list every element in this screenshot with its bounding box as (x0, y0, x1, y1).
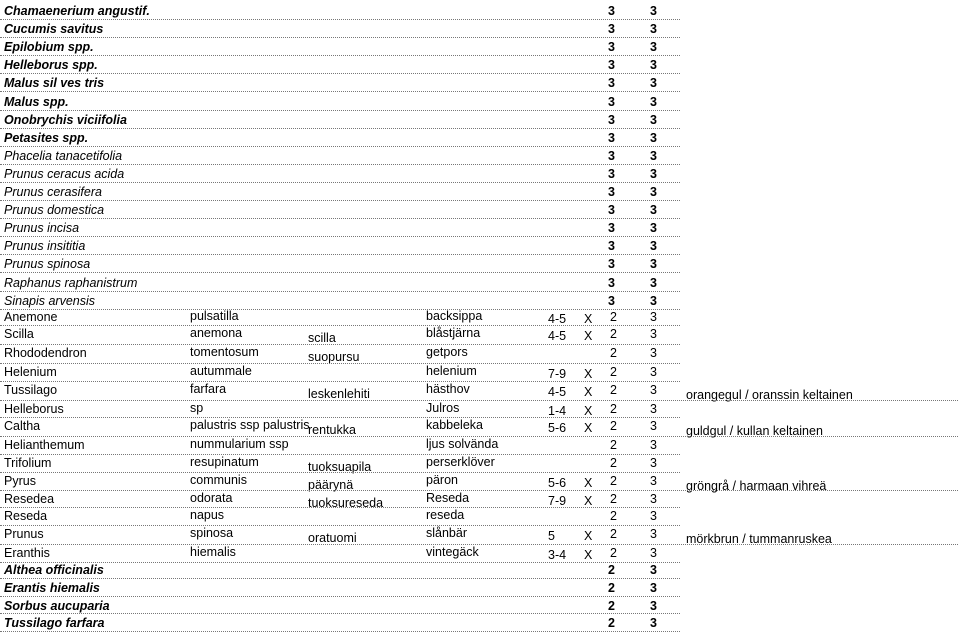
value-cell: 3 (608, 221, 615, 236)
swedish-name-cell: päron (426, 473, 458, 487)
species-cell: sp (190, 401, 204, 415)
table-row (0, 455, 960, 473)
value-cell: 2 (610, 456, 617, 470)
table-row (0, 491, 960, 508)
table-row (0, 526, 960, 545)
species-name: Malus sil ves tris (4, 76, 105, 91)
table-row (0, 382, 960, 401)
finnish-name-cell: leskenlehiti (308, 387, 370, 401)
swedish-name-cell: Julros (426, 401, 460, 415)
swedish-name-cell: perserklöver (426, 455, 495, 469)
swedish-name-cell: getpors (426, 345, 468, 359)
species-name: Prunus cerasifera (4, 185, 102, 199)
value-cell: 3 (608, 293, 615, 308)
finnish-name-cell: tuoksureseda (308, 496, 384, 510)
period-cell: 5-6 (548, 421, 567, 435)
value-cell: 3 (650, 185, 657, 199)
period-cell: 4-5 (548, 329, 567, 343)
value-cell: 3 (650, 383, 657, 397)
species-cell: communis (190, 473, 247, 487)
species-cell: farfara (190, 382, 227, 396)
species-cell: tomentosum (190, 345, 259, 359)
mark-cell: X (584, 404, 593, 418)
value-cell: 3 (650, 22, 657, 37)
mark-cell: X (584, 529, 593, 543)
value-cell: 3 (650, 598, 657, 613)
value-cell: 3 (608, 239, 615, 254)
table-row (0, 345, 960, 364)
value-cell: 2 (608, 616, 615, 631)
genus-cell: Caltha (4, 419, 41, 433)
swedish-name-cell: vintegäck (426, 545, 479, 559)
value-cell: 3 (650, 563, 657, 577)
period-cell: 7-9 (548, 367, 567, 381)
species-name: Prunus spinosa (4, 257, 91, 272)
value-cell: 2 (610, 492, 617, 506)
species-name: Althea officinalis (4, 563, 104, 577)
finnish-name-cell: oratuomi (308, 531, 357, 545)
period-cell: 5-6 (548, 476, 567, 490)
value-cell: 3 (608, 166, 615, 181)
table-row (0, 219, 960, 237)
genus-cell: Reseda (4, 509, 48, 523)
species-name: Sinapis arvensis (4, 293, 96, 308)
value-cell: 3 (650, 616, 657, 631)
species-name: Tussilago farfara (4, 616, 105, 631)
value-cell: 3 (650, 346, 657, 360)
table-row (0, 147, 960, 165)
species-cell: anemona (190, 326, 243, 340)
value-cell: 2 (610, 327, 617, 341)
species-name: Onobrychis viciifolia (4, 112, 127, 127)
species-name: Sorbus aucuparia (4, 598, 110, 613)
color-note-cell: mörkbrun / tummanruskea (686, 532, 832, 546)
genus-cell: Scilla (4, 327, 34, 341)
table-row (0, 614, 960, 632)
mark-cell: X (584, 548, 593, 562)
value-cell: 3 (608, 148, 615, 163)
value-cell: 2 (610, 509, 617, 523)
value-cell: 3 (650, 203, 657, 218)
species-cell: napus (190, 508, 225, 522)
finnish-name-cell: päärynä (308, 478, 354, 492)
value-cell: 3 (608, 40, 615, 55)
period-cell: 4-5 (548, 385, 567, 399)
table-row (0, 2, 960, 20)
swedish-name-cell: Reseda (426, 491, 470, 505)
table-row (0, 183, 960, 201)
species-name: Prunus incisa (4, 221, 80, 236)
value-cell: 3 (650, 293, 657, 308)
genus-cell: Pyrus (4, 474, 36, 488)
table-row (0, 418, 960, 437)
value-cell: 3 (650, 112, 657, 127)
value-cell: 3 (608, 94, 615, 109)
value-cell: 3 (650, 419, 657, 433)
value-cell: 3 (650, 580, 657, 595)
value-cell: 3 (650, 58, 657, 73)
table-row (0, 111, 960, 129)
value-cell: 3 (650, 402, 657, 416)
species-cell: odorata (190, 491, 233, 505)
genus-cell: Helenium (4, 365, 57, 379)
species-name: Malus spp. (4, 94, 69, 109)
table-row (0, 165, 960, 183)
value-cell: 2 (610, 383, 617, 397)
value-cell: 3 (608, 185, 615, 199)
genus-cell: Eranthis (4, 546, 50, 560)
value-cell: 3 (608, 22, 615, 37)
value-cell: 2 (610, 402, 617, 416)
genus-cell: Resedea (4, 492, 55, 506)
value-cell: 2 (610, 346, 617, 360)
period-cell: 3-4 (548, 548, 567, 562)
table-row (0, 274, 960, 292)
value-cell: 3 (608, 130, 615, 145)
table-row (0, 292, 960, 310)
color-note-cell: guldgul / kullan keltainen (686, 424, 823, 438)
species-name: Petasites spp. (4, 130, 89, 145)
table-row (0, 473, 960, 491)
species-name: Helleborus spp. (4, 58, 98, 73)
species-cell: pulsatilla (190, 309, 239, 323)
period-cell: 5 (548, 529, 555, 543)
table-row (0, 93, 960, 111)
swedish-name-cell: ljus solvända (426, 437, 499, 451)
value-cell: 2 (608, 580, 615, 595)
value-cell: 3 (650, 40, 657, 55)
mark-cell: X (584, 476, 593, 490)
genus-cell: Trifolium (4, 456, 52, 470)
value-cell: 3 (608, 257, 615, 272)
value-cell: 3 (608, 275, 615, 290)
species-name: Prunus ceracus acida (4, 166, 125, 181)
mark-cell: X (584, 385, 593, 399)
genus-cell: Helleborus (4, 402, 64, 416)
table-row (0, 74, 960, 92)
swedish-name-cell: slånbär (426, 526, 467, 540)
value-cell: 3 (608, 4, 615, 18)
value-cell: 3 (650, 474, 657, 488)
table-row (0, 201, 960, 219)
genus-cell: Rhododendron (4, 346, 87, 360)
table-row (0, 255, 960, 273)
species-cell: nummularium ssp (190, 437, 289, 451)
table-row (0, 437, 960, 455)
value-cell: 2 (610, 365, 617, 379)
mark-cell: X (584, 312, 593, 326)
finnish-name-cell: suopursu (308, 350, 360, 364)
value-cell: 3 (650, 365, 657, 379)
value-cell: 2 (610, 474, 617, 488)
species-name: Phacelia tanacetifolia (4, 148, 123, 163)
species-name: Chamaenerium angustif. (4, 4, 150, 18)
table-row (0, 579, 960, 597)
mark-cell: X (584, 329, 593, 343)
genus-cell: Tussilago (4, 383, 58, 397)
value-cell: 3 (650, 221, 657, 236)
table-row (0, 20, 960, 38)
species-name: Prunus insititia (4, 239, 86, 254)
value-cell: 3 (650, 456, 657, 470)
color-note-cell: gröngrå / harmaan vihreä (686, 479, 827, 493)
species-name: Raphanus raphanistrum (4, 275, 138, 290)
mark-cell: X (584, 494, 593, 508)
value-cell: 2 (610, 546, 617, 560)
value-cell: 3 (650, 239, 657, 254)
value-cell: 2 (610, 438, 617, 452)
value-cell: 3 (650, 310, 657, 324)
species-name: Cucumis savitus (4, 22, 104, 37)
value-cell: 3 (650, 148, 657, 163)
value-cell: 3 (650, 327, 657, 341)
color-note-cell: orangegul / oranssin keltainen (686, 388, 853, 402)
value-cell: 3 (650, 492, 657, 506)
mark-cell: X (584, 421, 593, 435)
species-name: Epilobium spp. (4, 40, 94, 55)
value-cell: 2 (608, 563, 615, 577)
table-row (0, 401, 960, 418)
value-cell: 2 (610, 527, 617, 541)
value-cell: 3 (650, 527, 657, 541)
swedish-name-cell: kabbeleka (426, 418, 483, 432)
period-cell: 1-4 (548, 404, 567, 418)
table-row (0, 38, 960, 56)
mark-cell: X (584, 367, 593, 381)
table-row (0, 364, 960, 382)
swedish-name-cell: reseda (426, 508, 465, 522)
value-cell: 3 (650, 257, 657, 272)
value-cell: 2 (610, 419, 617, 433)
table-row (0, 309, 960, 326)
genus-cell: Helianthemum (4, 438, 85, 452)
period-cell: 7-9 (548, 494, 567, 508)
table-row (0, 597, 960, 615)
table-row (0, 129, 960, 147)
value-cell: 3 (650, 509, 657, 523)
species-cell: autummale (190, 364, 252, 378)
swedish-name-cell: blåstjärna (426, 326, 481, 340)
table-row (0, 237, 960, 255)
value-cell: 3 (650, 275, 657, 290)
value-cell: 3 (608, 58, 615, 73)
species-cell: resupinatum (190, 455, 259, 469)
table-row (0, 508, 960, 526)
genus-cell: Anemone (4, 310, 58, 324)
swedish-name-cell: backsippa (426, 309, 483, 323)
species-cell: hiemalis (190, 545, 236, 559)
swedish-name-cell: hästhov (426, 382, 470, 396)
value-cell: 3 (650, 166, 657, 181)
table-row (0, 561, 960, 579)
species-cell: palustris ssp palustris (190, 418, 310, 432)
species-cell: spinosa (190, 526, 234, 540)
genus-cell: Prunus (4, 527, 44, 541)
finnish-name-cell: rentukka (308, 423, 356, 437)
species-name: Erantis hiemalis (4, 580, 100, 595)
value-cell: 3 (608, 112, 615, 127)
value-cell: 2 (610, 310, 617, 324)
table-row (0, 56, 960, 74)
value-cell: 3 (608, 76, 615, 91)
value-cell: 3 (608, 203, 615, 218)
finnish-name-cell: tuoksuapila (308, 460, 372, 474)
value-cell: 3 (650, 130, 657, 145)
value-cell: 2 (608, 598, 615, 613)
finnish-name-cell: scilla (308, 331, 336, 345)
value-cell: 3 (650, 438, 657, 452)
value-cell: 3 (650, 4, 657, 18)
table-row (0, 326, 960, 345)
value-cell: 3 (650, 546, 657, 560)
swedish-name-cell: helenium (426, 364, 477, 378)
period-cell: 4-5 (548, 312, 567, 326)
species-name: Prunus domestica (4, 203, 105, 218)
value-cell: 3 (650, 76, 657, 91)
value-cell: 3 (650, 94, 657, 109)
